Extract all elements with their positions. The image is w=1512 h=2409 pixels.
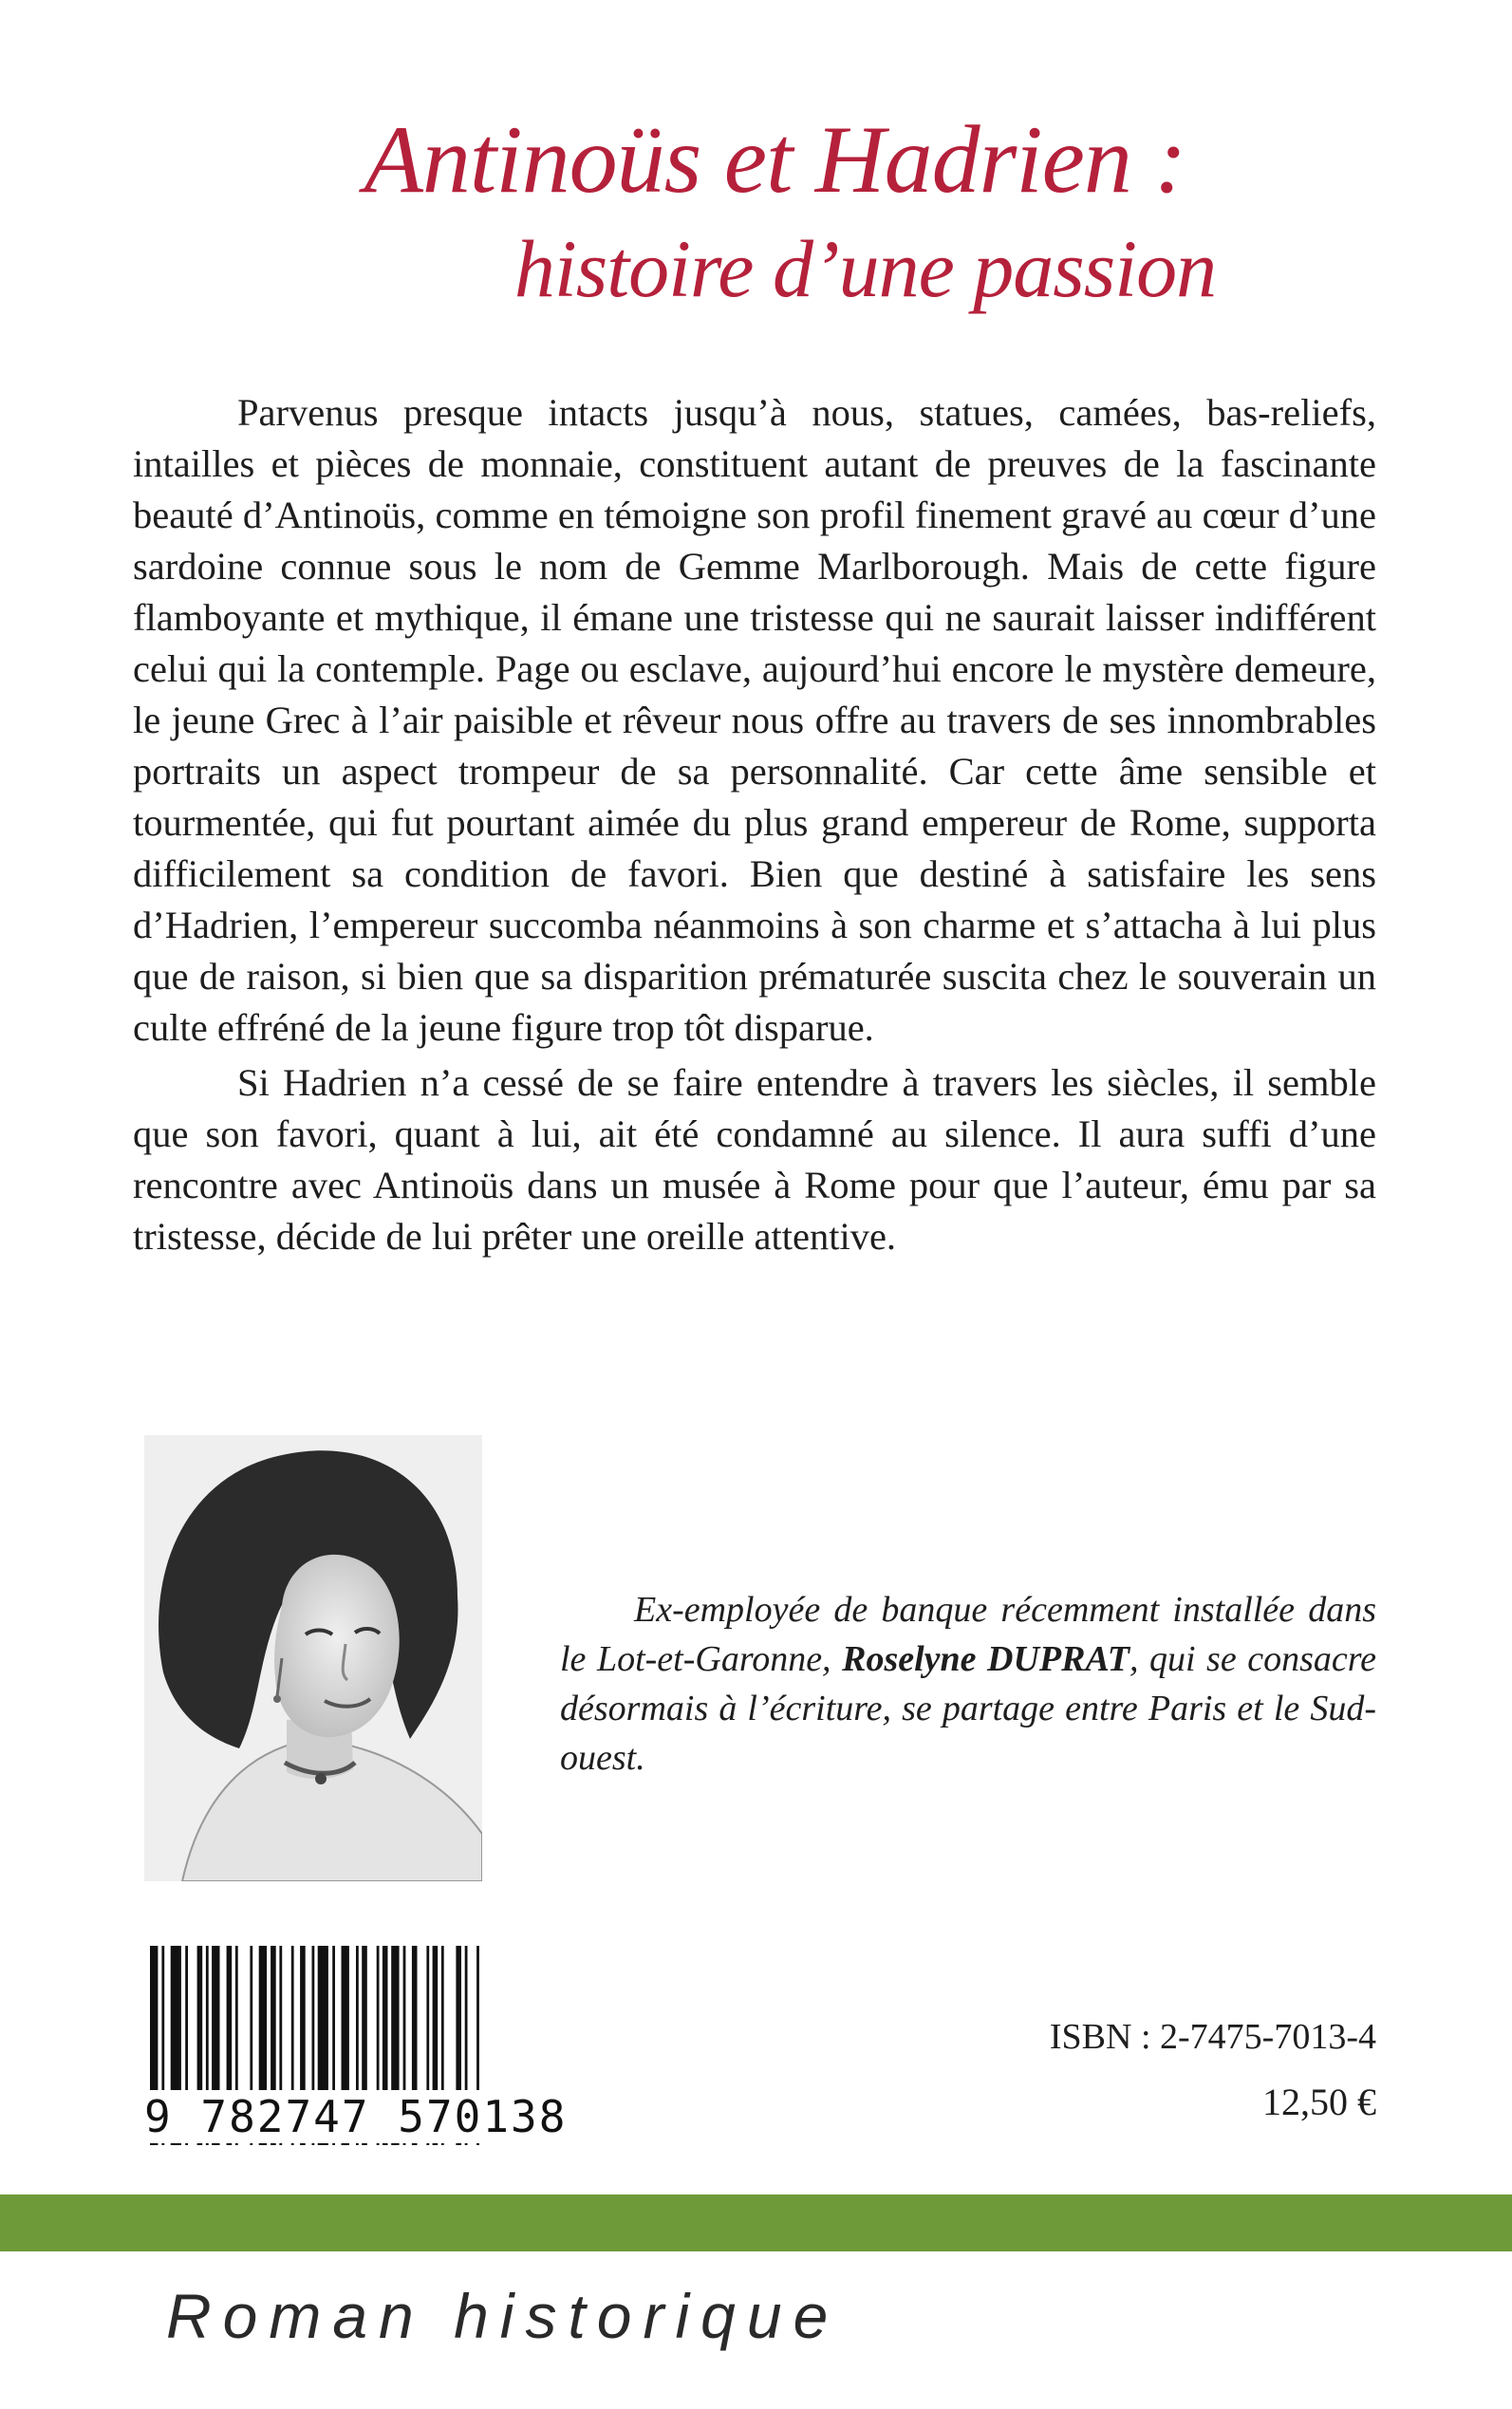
author-name: Roselyne DUPRAT: [842, 1639, 1129, 1679]
isbn: ISBN : 2-7475-7013-4: [1049, 2017, 1376, 2057]
synopsis-paragraph-2: Si Hadrien n’a cessé de se faire entendre à travers les siècles, il semble que son favori, quant à lui, ait été condamné au silence. Il aura suffi d’une rencontre avec Antinoüs dans un musée à Rome pour que l’auteur, ému par sa tristesse, décide de lui prêter une oreille attentive.: [133, 1061, 1376, 1258]
genre-band: [0, 2194, 1512, 2409]
title-line-1: Antinoüs et Hadrien :: [364, 106, 1186, 214]
book-title: [0, 104, 1512, 321]
synopsis: [133, 387, 1376, 1262]
bio-text-start: Ex-employée de banque récemment installée dans le Lot-et-Garonne,: [560, 1590, 1376, 1679]
green-strip: [0, 2194, 1512, 2251]
barcode-digits: 9 782747 570138: [144, 2091, 568, 2142]
author-bio-paragraph: [560, 1585, 1376, 1783]
synopsis-paragraph-1: Parvenus presque intacts jusqu’à nous, statues, camées, bas-reliefs, intailles et pièces de monnaie, constituent autant de preuves de la fascinante beauté d’Antinoüs, comme en témoigne son profil finement gravé au cœur d’une sardoine connue sous le nom de Gemme Marlborough. Mais de cette figure flamboyante et mythique, il émane une tristesse qui ne saurait laisser indifférent celui qui la contemple. Page ou esclave, aujourd’hui encore le mystère demeure, le jeune Grec à l’air paisible et rêveur nous offre au travers de ses innombrables portraits un aspect trompeur de sa personnalité. Car cette âme sensible et tourmentée, qui fut pourtant aimée du plus grand empereur de Rome, supporta difficilement sa condition de favori. Bien que destiné à satisfaire les sens d’Hadrien, l’empereur succomba néanmoins à son charme et s’attacha à lui plus que de raison, si bien que sa disparition prématurée suscita chez le souverain un culte effréné de la jeune figure trop tôt disparue.: [133, 391, 1376, 1049]
title-line-2: histoire d’une passion: [513, 223, 1217, 314]
bio-text-end: , qui se consacre désormais à l’écriture, se partage entre Paris et le Sud-ouest.: [560, 1639, 1376, 1778]
genre-label: Roman historique: [166, 2281, 840, 2351]
price: 12,50 €: [1262, 2081, 1376, 2123]
author-photo: [144, 1435, 482, 1881]
author-bio: [560, 1585, 1376, 1783]
author-portrait-image: [144, 1435, 482, 1881]
